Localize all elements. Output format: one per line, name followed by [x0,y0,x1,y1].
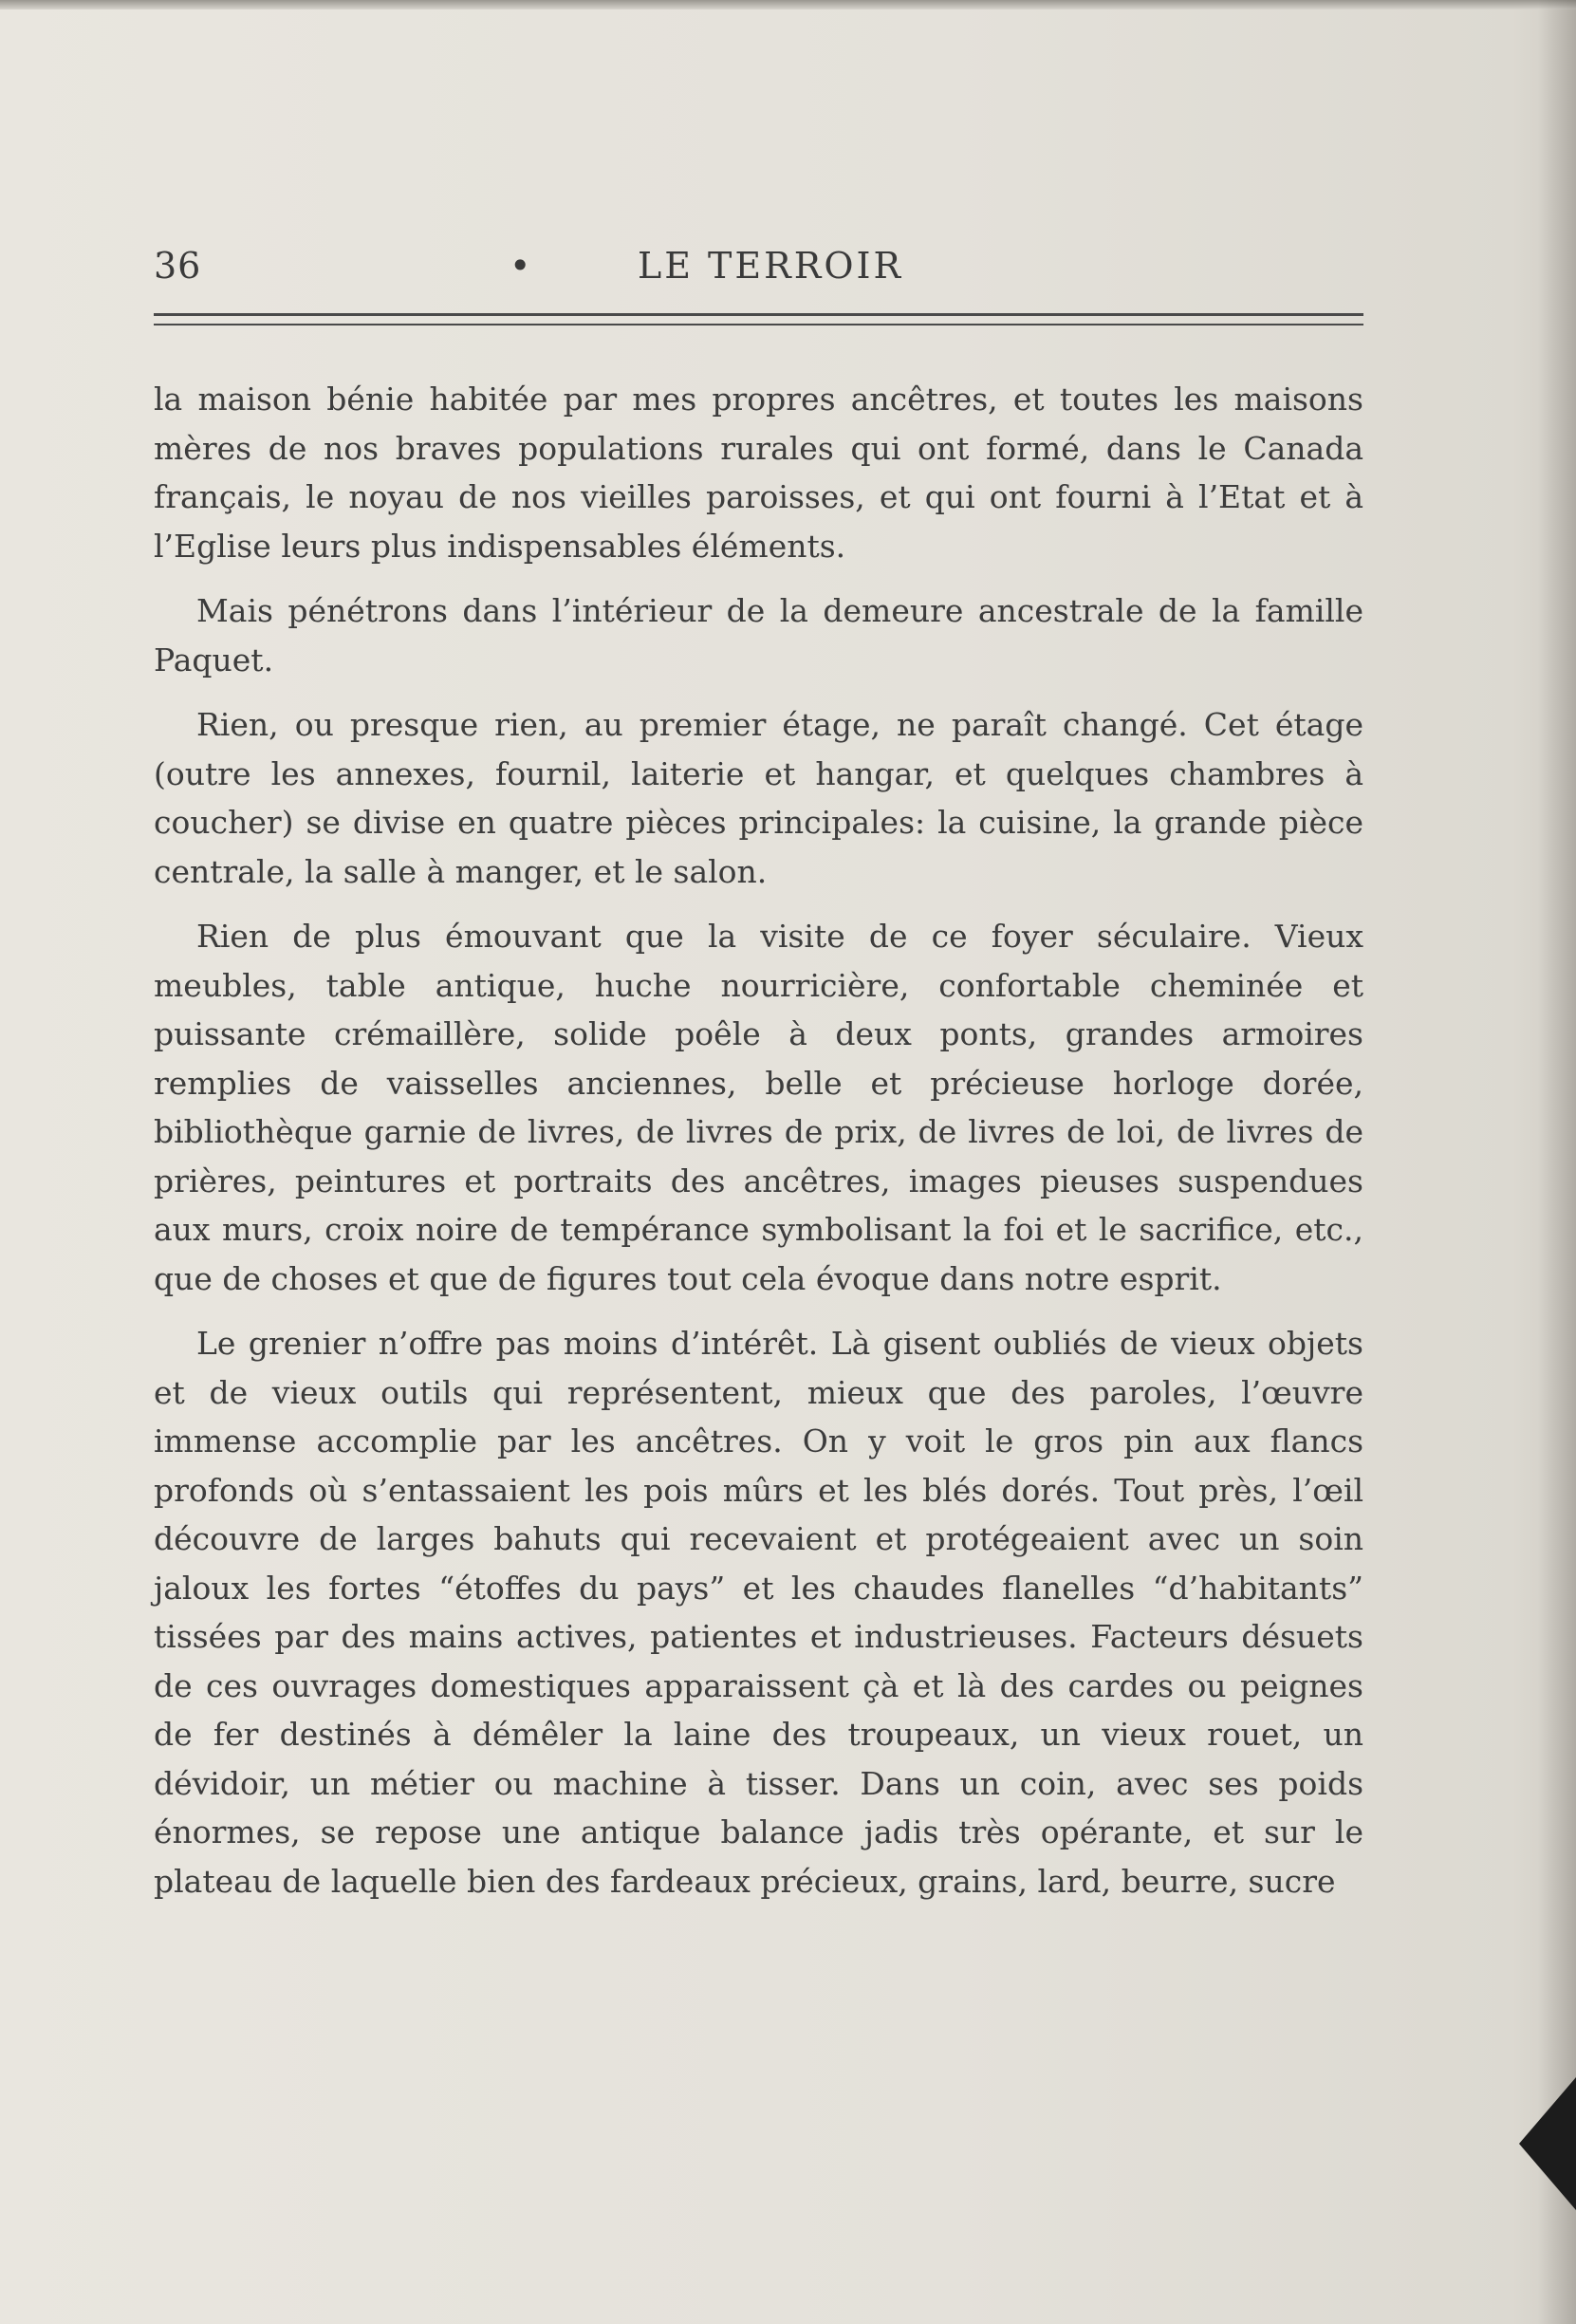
binding-shadow [1538,0,1576,2324]
corner-tab-mark [1519,2077,1576,2210]
body-text [154,375,1363,1922]
paragraph: la maison bénie habitée par mes propres ancêtres, et toutes les maisons mères de nos braves populations rurales qui ont formé, dans le Canada français, le noyau de nos vieilles paroisses, et qui ont fourni à l’Etat et à l’Eglise leurs plus indispensables éléments. [154,381,1363,565]
page-number: 36 [154,245,202,287]
header-dot: • [510,245,532,287]
paragraph: Rien, ou presque rien, au premier étage, ne paraît changé. Cet étage (outre les annexes, fournil, laiterie et hangar, et quelques chambres à coucher) se divise en quatre pièces principales: la cuisine, la grande pièce centrale, la salle à manger, et le salon. [154,706,1363,890]
paragraph: Rien de plus émouvant que la visite de ce foyer séculaire. Vieux meubles, table antique, huche nourricière, confortable cheminée et puissante crémaillère, solide poêle à deux ponts, grandes armoires remplies de vaisselles anciennes, belle et précieuse horloge dorée, bibliothèque garnie de livres, de livres de prix, de livres de loi, de livres de prières, peintures et portraits des ancêtres, images pieuses suspendues aux murs, croix noire de tempérance symbolisant la foi et le sacrifice, etc., que de choses et que de figures tout cela évoque dans notre esprit. [154,918,1363,1297]
paragraph: Le grenier n’offre pas moins d’intérêt. Là gisent oubliés de vieux objets et de vieux outils qui représentent, mieux que des paroles, l’œuvre immense accomplie par les ancêtres. On y voit le gros pin aux flancs profonds où s’entassaient les pois mûrs et les blés dorés. Tout près, l’œil découvre de larges bahuts qui recevaient et protégeaient avec un soin jaloux les fortes “étoffes du pays” et les chaudes flanelles “d’habitants” tissées par des mains actives, patientes et industrieuses. Facteurs désuets de ces ouvrages domestiques apparaissent çà et là des cardes ou peignes de fer destinés à démêler la laine des troupeaux, un vieux rouet, un dévidoir, un métier ou machine à tisser. Dans un coin, avec ses poids énormes, se repose une antique balance jadis très opérante, et sur le plateau de laquelle bien des fardeaux précieux, grains, lard, beurre, sucre [154,1325,1363,1900]
paragraph: Mais pénétrons dans l’intérieur de la demeure ancestrale de la famille Paquet. [154,592,1363,679]
running-title: LE TERROIR [638,245,904,287]
header-rule-bottom [154,324,1363,325]
page-header [154,245,1363,292]
page-top-edge [0,0,1576,9]
header-rule-top [154,313,1363,316]
